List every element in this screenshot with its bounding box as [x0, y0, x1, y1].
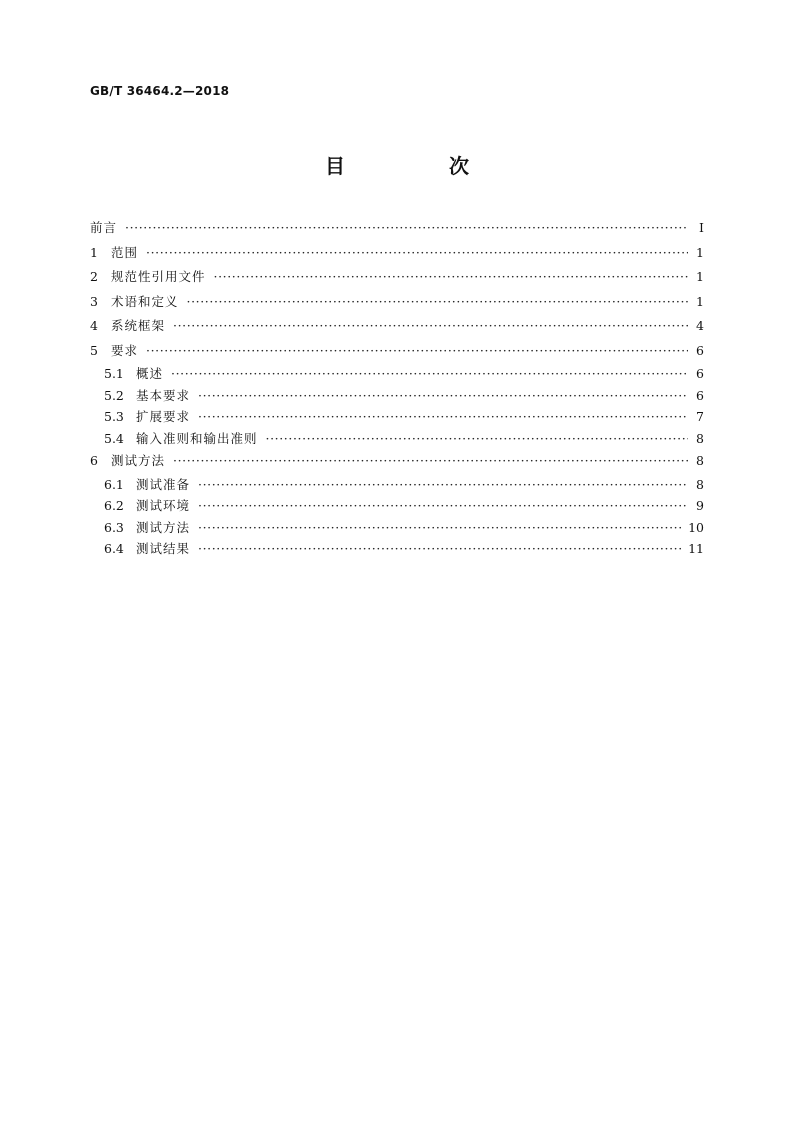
toc-entry-6-1[interactable] — [90, 474, 704, 496]
toc-leader-dots — [198, 385, 688, 407]
toc-leader-dots — [171, 363, 688, 385]
toc-entry-3[interactable] — [90, 290, 704, 315]
toc-leader-dots — [146, 241, 688, 266]
toc-entry-1[interactable] — [90, 241, 704, 266]
toc-entry-page: 1 — [696, 269, 704, 284]
toc-entry-label: 扩展要求 — [136, 409, 191, 424]
toc-entry-page: 6 — [696, 342, 704, 358]
toc-entry-6-2[interactable] — [90, 495, 704, 517]
toc-entry-label: 范围 — [111, 244, 139, 260]
toc-leader-dots — [198, 406, 688, 428]
toc-entry-5[interactable] — [90, 339, 704, 364]
toc-entry-number: 6.2 — [104, 498, 124, 513]
toc-leader-dots — [146, 339, 688, 364]
toc-entry-number: 5.3 — [104, 409, 124, 424]
toc-entry-number: 6.4 — [104, 541, 124, 556]
toc-entry-6[interactable] — [90, 449, 704, 474]
toc-entry-label: 术语和定义 — [111, 293, 179, 309]
toc-entry-label: 前言 — [90, 220, 118, 235]
toc-entry-page: 1 — [696, 293, 704, 309]
toc-entry-page: 10 — [688, 519, 704, 535]
table-of-contents — [90, 216, 704, 560]
toc-entry-6-3[interactable] — [90, 517, 704, 539]
toc-entry-label: 测试结果 — [136, 541, 191, 556]
toc-leader-dots — [173, 449, 688, 474]
toc-entry-5-4[interactable] — [90, 428, 704, 450]
toc-leader-dots — [198, 495, 688, 517]
toc-entry-label: 测试环境 — [136, 498, 191, 513]
toc-entry-page: 6 — [696, 366, 704, 381]
toc-entry-label: 规范性引用文件 — [111, 269, 206, 284]
toc-entry-label: 测试准备 — [136, 476, 191, 492]
toc-leader-dots — [198, 474, 688, 496]
toc-entry-label: 测试方法 — [136, 519, 191, 535]
toc-entry-number: 6.3 — [104, 519, 124, 535]
toc-entry-number: 5.4 — [104, 430, 124, 446]
toc-entry-label: 系统框架 — [111, 318, 166, 333]
toc-leader-dots — [198, 517, 682, 539]
toc-entry-6-4[interactable] — [90, 538, 704, 560]
toc-entry-page: 7 — [696, 409, 704, 424]
toc-entry-number: 1 — [90, 244, 98, 260]
toc-entry-number: 5 — [90, 342, 98, 358]
toc-entry-page: 11 — [688, 541, 704, 556]
toc-entry-label: 要求 — [111, 342, 139, 358]
toc-entry-number: 5.1 — [104, 366, 124, 381]
toc-leader-dots — [266, 428, 688, 450]
toc-entry-number: 4 — [90, 318, 98, 333]
toc-entry-page: 4 — [696, 318, 704, 333]
toc-entry-page: 9 — [696, 498, 704, 513]
standard-code: GB/T 36464.2—2018 — [90, 84, 230, 98]
toc-entry-page: 8 — [696, 476, 704, 492]
toc-entry-4[interactable] — [90, 314, 704, 339]
toc-entry-number: 6 — [90, 453, 98, 468]
toc-entry-label: 概述 — [136, 366, 164, 381]
toc-entry-label: 基本要求 — [136, 387, 191, 403]
toc-entry-number: 3 — [90, 293, 98, 309]
toc-title: 目 次 — [325, 154, 511, 178]
toc-leader-dots — [198, 538, 682, 560]
toc-entry-label: 测试方法 — [111, 453, 166, 468]
toc-entry-page: 8 — [696, 430, 704, 446]
toc-entry-5-1[interactable] — [90, 363, 704, 385]
toc-leader-dots — [125, 216, 688, 241]
toc-entry-page: 1 — [696, 244, 704, 260]
toc-entry-5-2[interactable] — [90, 385, 704, 407]
toc-entry-page: 6 — [696, 387, 704, 403]
toc-entry-2[interactable] — [90, 265, 704, 290]
toc-entry-label: 输入准则和输出准则 — [136, 430, 258, 446]
toc-leader-dots — [214, 265, 688, 290]
toc-leader-dots — [187, 290, 688, 315]
toc-entry-page: 8 — [696, 453, 704, 468]
toc-leader-dots — [173, 314, 688, 339]
toc-entry-5-3[interactable] — [90, 406, 704, 428]
toc-entry-foreword[interactable] — [90, 216, 704, 241]
toc-entry-number: 2 — [90, 269, 98, 284]
toc-entry-page: Ⅰ — [699, 220, 704, 235]
toc-entry-number: 5.2 — [104, 387, 124, 403]
toc-entry-number: 6.1 — [104, 476, 124, 492]
